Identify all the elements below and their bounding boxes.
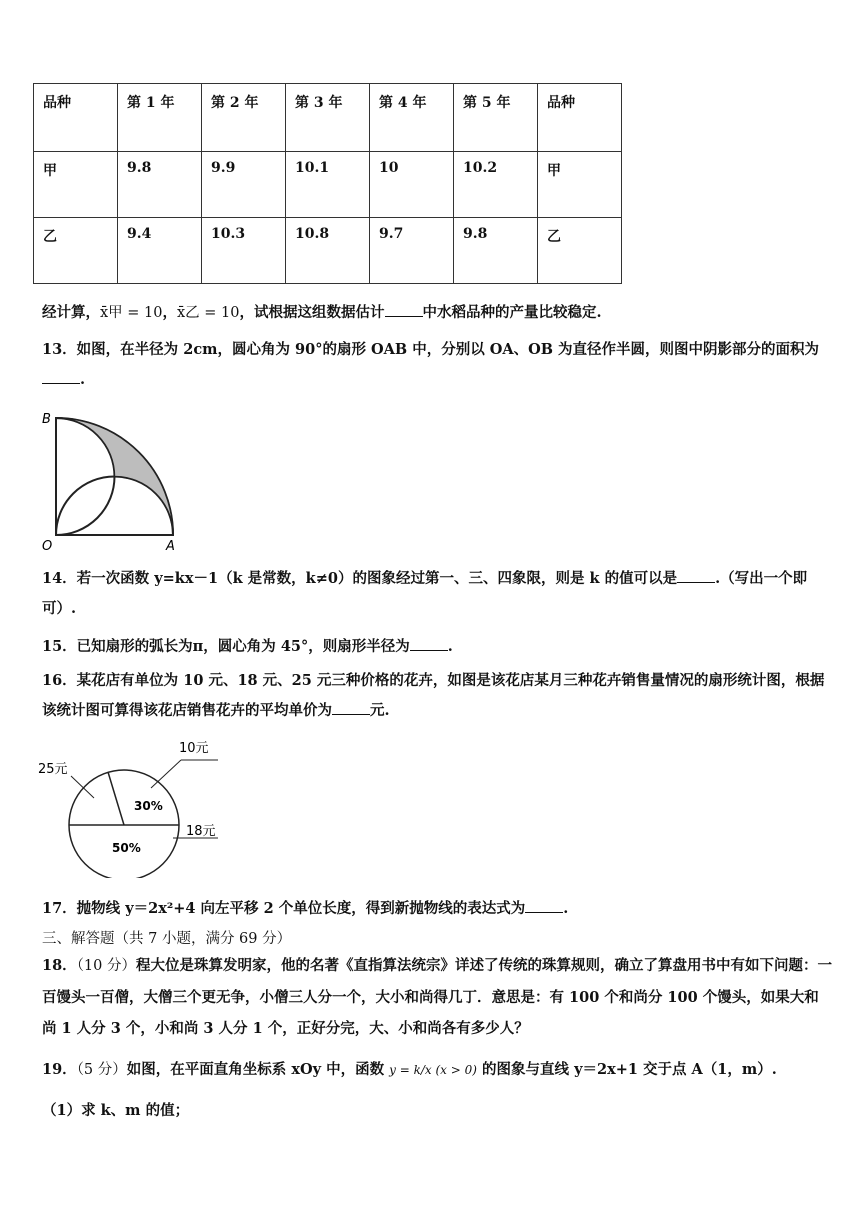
table-cell: 9.9 xyxy=(202,152,286,218)
table-cell: 品种 xyxy=(34,84,118,152)
table-cell: 10 xyxy=(370,152,454,218)
table-cell: 甲 xyxy=(538,152,622,218)
table-cell: 第 5 年 xyxy=(454,84,538,152)
table-cell: 10.3 xyxy=(202,218,286,284)
question-14: 14．若一次函数 y=kx－1（k 是常数，k≠0）的图象经过第一、三、四象限，则是 k 的值可以是 .（写出一个即可）. xyxy=(42,570,808,617)
label-b: B xyxy=(42,412,51,427)
pct-50: 50% xyxy=(112,841,141,855)
table-cell: 10.2 xyxy=(454,152,538,218)
pie-chart xyxy=(36,738,226,878)
question-16: 16．某花店有单位为 10 元、18 元、25 元三种价格的花卉，如图是该花店某月三种花卉销售量情况的扇形统计图，根据该统计图可算得该花店销售花卉的平均单价为 元. xyxy=(42,672,825,719)
table-cell: 9.8 xyxy=(454,218,538,284)
sector-figure xyxy=(38,405,188,555)
pct-30: 30% xyxy=(134,799,163,813)
section-heading: 三、解答题（共 7 小题，满分 69 分） xyxy=(42,931,292,947)
question-19: 19．（5 分）如图，在平面直角坐标系 xOy 中，函数 y = k/x (x > 0) 的图象与直线 y＝2x+1 交于点 A（1，m）. xyxy=(42,1061,777,1078)
table-cell: 10.8 xyxy=(286,218,370,284)
label-a: A xyxy=(166,539,175,554)
question-13: 13．如图，在半径为 2cm，圆心角为 90°的扇形 OAB 中，分别以 OA、OB 为直径作半圆，则图中阴影部分的面积为 . xyxy=(42,341,820,388)
yield-table xyxy=(33,83,622,284)
answer-blank xyxy=(410,636,448,651)
table-cell: 第 3 年 xyxy=(286,84,370,152)
label-o: O xyxy=(42,539,53,554)
table-cell: 第 4 年 xyxy=(370,84,454,152)
table-cell: 9.4 xyxy=(118,218,202,284)
table-cell: 乙 xyxy=(34,218,118,284)
answer-blank xyxy=(332,700,370,715)
question-17: 17．抛物线 y＝2x²+4 向左平移 2 个单位长度，得到新抛物线的表达式为 . xyxy=(42,900,569,917)
formula: y = k/x (x > 0) xyxy=(389,1063,477,1077)
table-cell: 第 1 年 xyxy=(118,84,202,152)
mean-yi: x̄乙 = 10 xyxy=(177,305,240,321)
question-15: 15．已知扇形的弧长为π，圆心角为 45°，则扇形半径为 . xyxy=(42,638,453,655)
table-cell: 9.7 xyxy=(370,218,454,284)
answer-blank xyxy=(42,369,80,384)
table-row xyxy=(34,218,622,284)
question-19-part1: （1）求 k、m 的值； xyxy=(42,1102,190,1119)
table-cell: 品种 xyxy=(538,84,622,152)
mean-jia: x̄甲 = 10 xyxy=(100,305,163,321)
answer-blank xyxy=(385,302,423,317)
label-10yuan: 10元 xyxy=(179,741,209,756)
question-18: 18．（10 分）程大位是珠算发明家，他的名著《直指算法统宗》详述了传统的珠算规则，确立了算盘用书中有如下问题：一百馒头一百僧，大僧三个更无争，小僧三人分一个，大小和尚得几丁．意思是：有 100 个和尚分 100 个馒头，如果大和尚 1 人分 3 个，小和尚 3 人分 1 个，正好分完，大、小和尚各有多少人？ xyxy=(42,957,832,1037)
table-cell: 第 2 年 xyxy=(202,84,286,152)
table-cell: 乙 xyxy=(538,218,622,284)
table-cell: 9.8 xyxy=(118,152,202,218)
table-cell: 甲 xyxy=(34,152,118,218)
table-cell: 10.1 xyxy=(286,152,370,218)
table-row xyxy=(34,152,622,218)
label-18yuan: 18元 xyxy=(186,824,216,839)
table-row xyxy=(34,84,622,152)
answer-blank xyxy=(677,568,715,583)
label-25yuan: 25元 xyxy=(38,762,68,777)
q12-conclusion: 经计算，x̄甲 = 10，x̄乙 = 10，试根据这组数据估计 中水稻品种的产量比较稳定. xyxy=(42,304,602,321)
answer-blank xyxy=(525,898,563,913)
